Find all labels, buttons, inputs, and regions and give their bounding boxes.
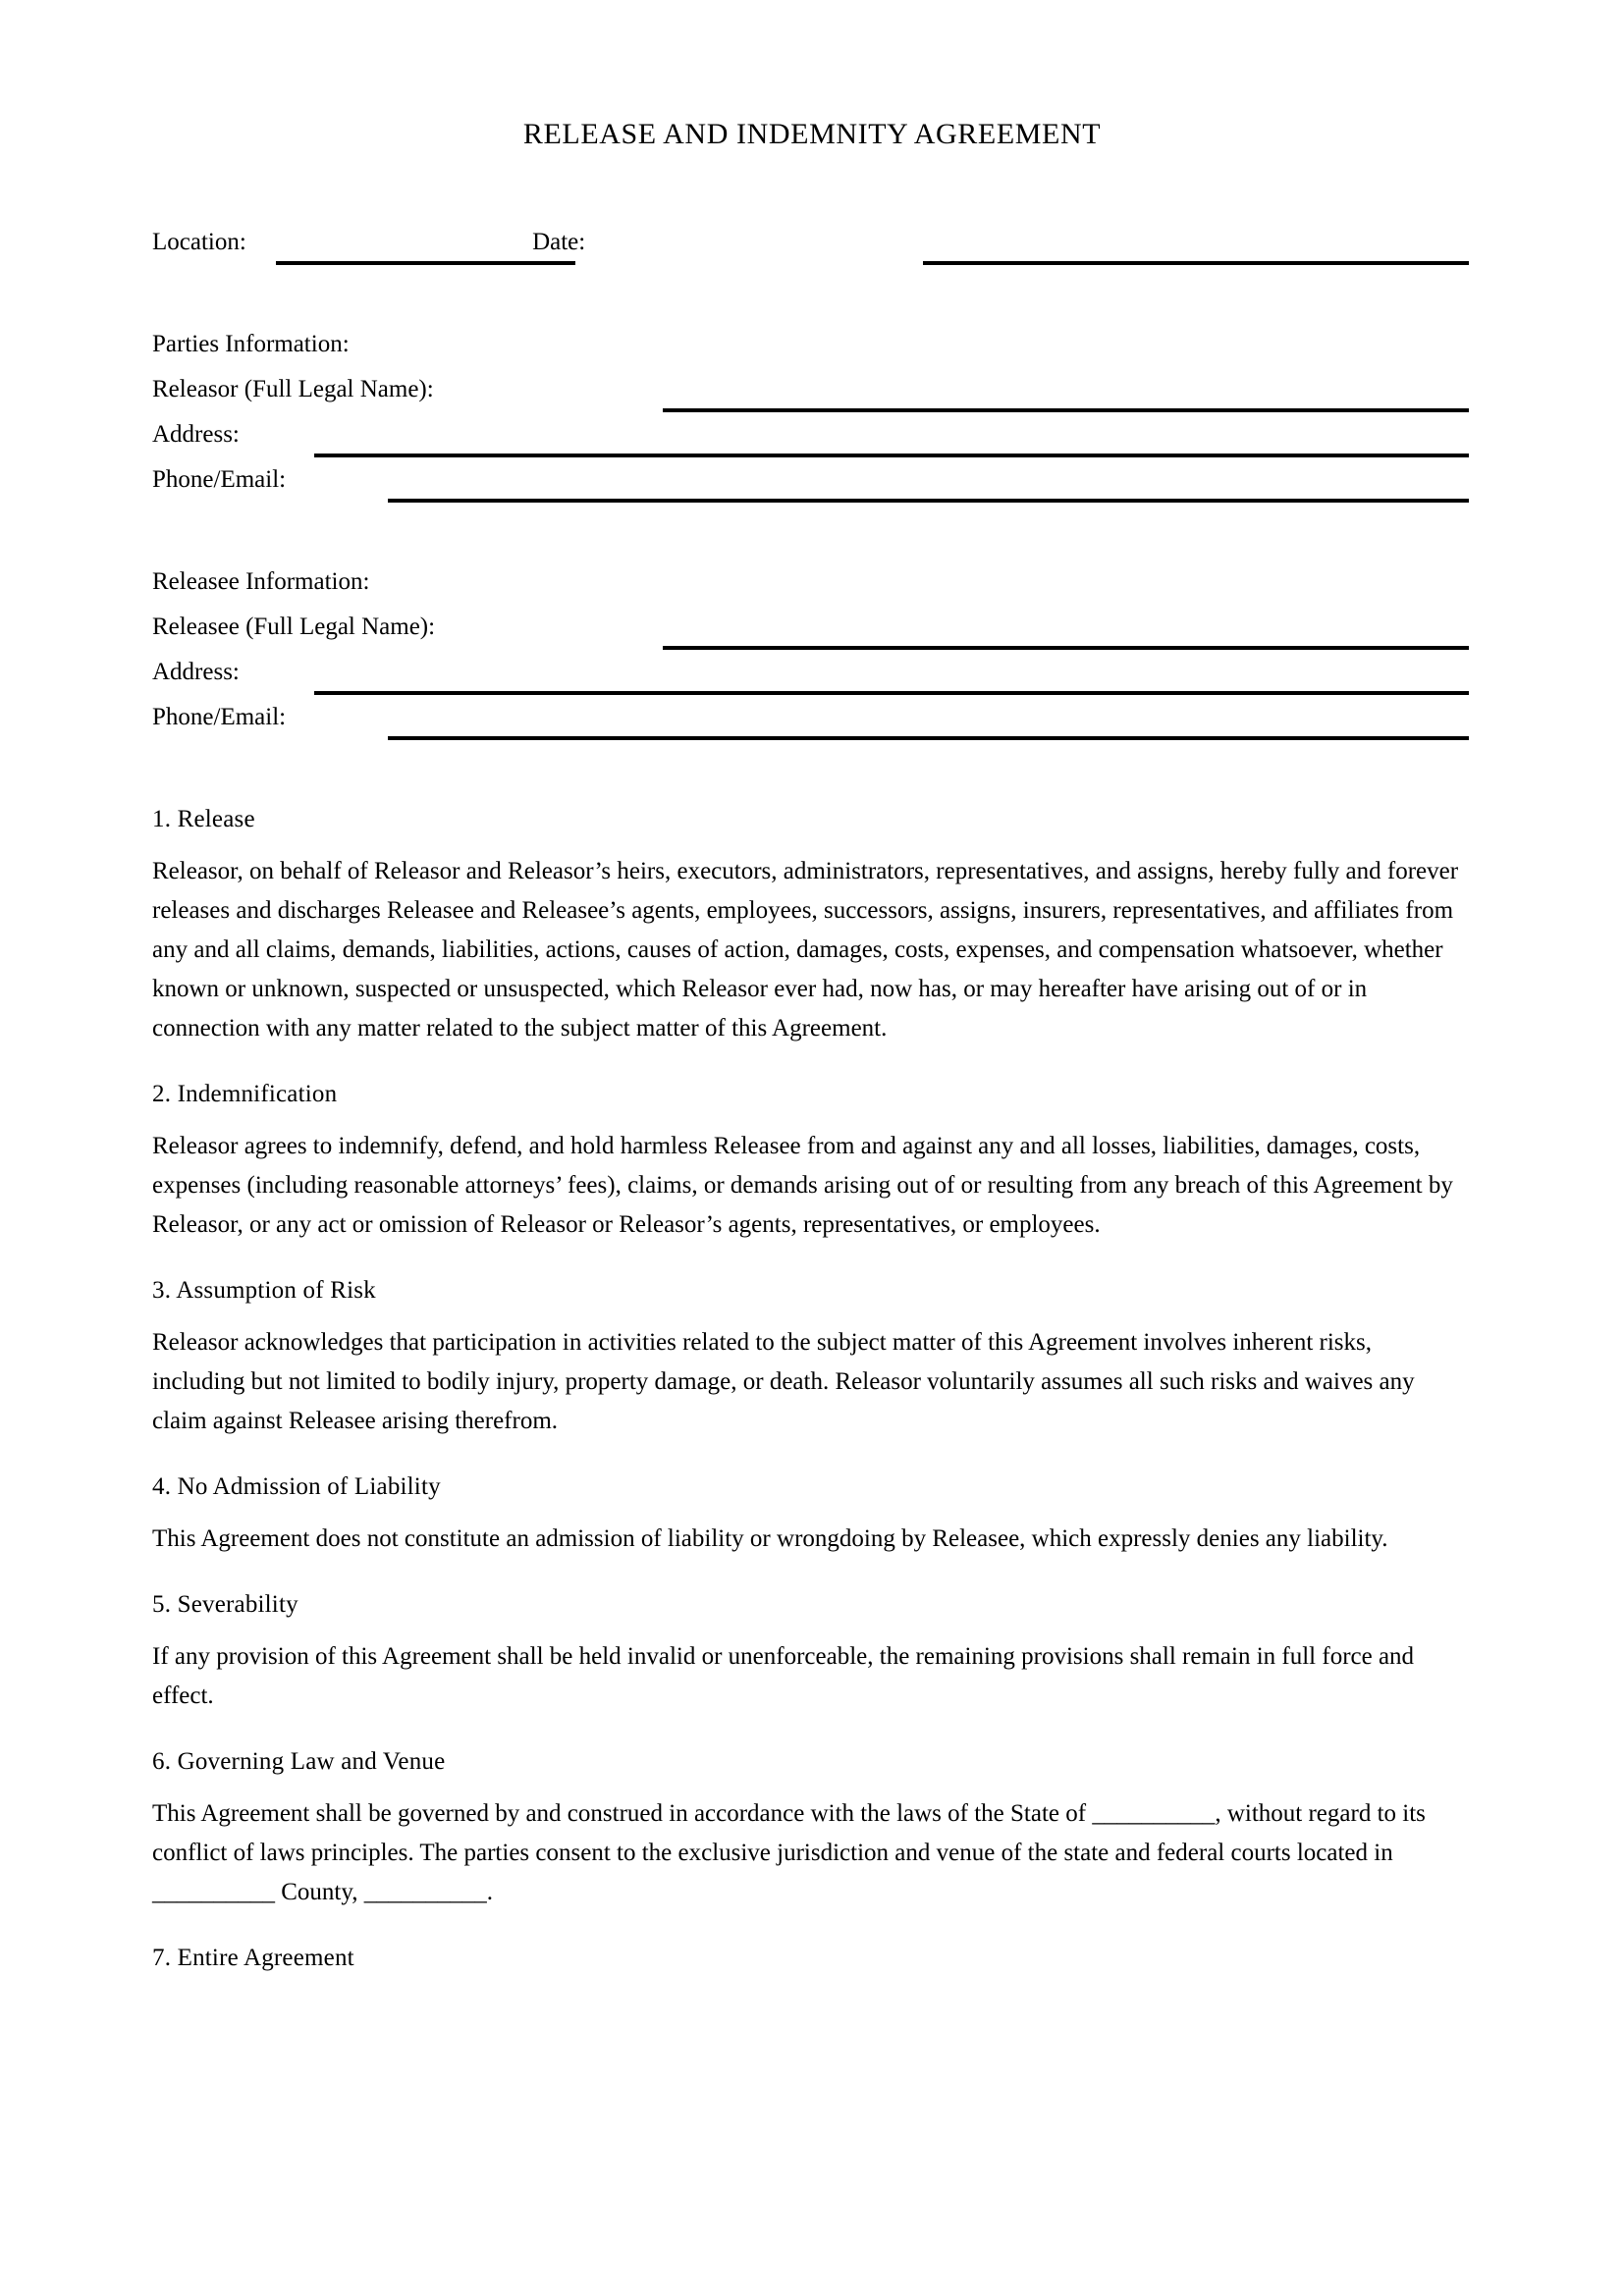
page-title: RELEASE AND INDEMNITY AGREEMENT [522,118,1102,150]
section-assumption-of-risk [152,1274,1469,1441]
releasor-address-input-rule[interactable] [314,454,1469,457]
releasor-name-row [152,373,1469,418]
releasor-name-label: Releasor (Full Legal Name): [152,376,434,402]
releasee-address-input-rule[interactable] [314,691,1469,695]
releasee-name-input-rule[interactable] [663,646,1469,650]
releasor-phone-email-input-rule[interactable] [388,499,1469,503]
section-heading: 3. Assumption of Risk [152,1277,376,1304]
section-governing-law-and-venue [152,1745,1469,1912]
releasor-name-input-rule[interactable] [663,408,1469,412]
section-body: If any provision of this Agreement shall be held invalid or unenforceable, the remaining provisions shall remain in full force and effect. [152,1643,1415,1709]
releasee-information-label: Releasee Information: [152,568,370,595]
section-heading: 2. Indemnification [152,1081,338,1107]
section-indemnification [152,1078,1469,1245]
date-label: Date: [532,229,586,255]
date-input-rule[interactable] [923,261,1469,265]
releasor-phone-email-label: Phone/Email: [152,466,287,493]
section-heading: 4. No Admission of Liability [152,1473,441,1500]
spacer [152,271,1469,328]
section-heading: 7. Entire Agreement [152,1945,354,1971]
section-severability [152,1588,1469,1716]
releasor-address-label: Address: [152,421,240,448]
spacer [152,746,1469,803]
parties-information-label: Parties Information: [152,331,350,357]
releasee-phone-email-row [152,701,1469,746]
section-body: Releasor acknowledges that participation in activities related to the subject matter of this Agreement involves inherent risks, including but not limited to bodily injury, property damage, or death. Releasor voluntarily assumes all such risks and waives any claim against Releasee arising therefrom. [152,1329,1415,1434]
location-date-row [152,226,1469,271]
releasor-address-row [152,418,1469,463]
section-body: Releasor agrees to indemnify, defend, and hold harmless Releasee from and against any and all losses, liabilities, damages, costs, expenses (including reasonable attorneys’ fees), claims, or demands arising out of or resulting from any breach of this Agreement by Releasor, or any act or omission of Releasor or Releasor’s agents, representatives, or employees. [152,1133,1453,1238]
section-body: Releasor, on behalf of Releasor and Releasor’s heirs, executors, administrators, representatives, and assigns, hereby fully and forever releases and discharges Releasee and Releasee’s agents, employees, successors, assigns, insurers, representatives, and affiliates from any and all claims, demands, liabilities, actions, causes of action, damages, costs, expenses, and compensation whatsoever, whether known or unknown, suspected or unsuspected, which Releasor ever had, now has, or may hereafter have arising out of or in connection with any matter related to the subject matter of this Agreement. [152,858,1459,1041]
releasee-name-label: Releasee (Full Legal Name): [152,614,436,640]
section-release [152,803,1469,1048]
location-input-rule[interactable] [276,261,575,265]
releasor-phone-email-row [152,463,1469,508]
section-heading: 1. Release [152,806,255,832]
releasee-address-label: Address: [152,659,240,685]
section-no-admission-of-liability [152,1470,1469,1559]
releasee-name-row [152,611,1469,656]
section-body: This Agreement does not constitute an admission of liability or wrongdoing by Releasee, which expressly denies any liability. [152,1525,1388,1552]
section-heading: 6. Governing Law and Venue [152,1748,446,1775]
spacer [152,508,1469,565]
section-body: This Agreement shall be governed by and construed in accordance with the laws of the State of __________, without regard to its conflict of laws principles. The parties consent to the exclusive jurisdiction and venue of the state and federal courts located in __________ County, __________. [152,1800,1426,1905]
location-label: Location: [152,229,246,255]
document-content [152,226,1469,2004]
section-entire-agreement [152,1942,1469,1975]
releasee-phone-email-label: Phone/Email: [152,704,287,730]
releasee-address-row [152,656,1469,701]
section-heading: 5. Severability [152,1591,298,1618]
releasee-phone-email-input-rule[interactable] [388,736,1469,740]
